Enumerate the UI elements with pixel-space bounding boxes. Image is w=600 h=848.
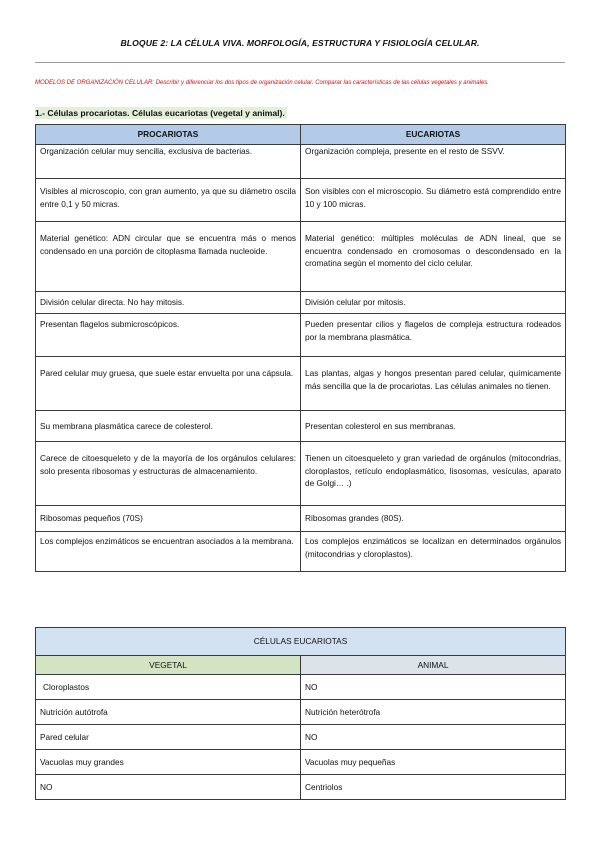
eukaryote-cell: Presentan colesterol en sus membranas. [301,411,566,442]
animal-cell: NO [301,675,566,700]
column-header-eukaryotes: EUCARIOTAS [301,125,566,145]
table-row [36,725,566,750]
prokaryote-cell: División celular directa. No hay mitosis. [36,292,301,314]
animal-cell: Centriolos [301,775,566,800]
table-header-row [36,656,566,675]
column-header-prokaryotes: PROCARIOTAS [36,125,301,145]
page-title: BLOQUE 2: LA CÉLULA VIVA. MORFOLOGÍA, ESTRUCTURA Y FISIOLOGÍA CELULAR. [120,38,480,48]
eukaryote-cell: Los complejos enzimáticos se localizan en determinados orgánulos (mitocondrias y cloroplastos). [301,532,566,572]
animal-cell: NO [301,725,566,750]
eukaryote-cell: Organización compleja, presente en el resto de SSVV. [301,145,566,179]
table-row [36,750,566,775]
plant-cell: Cloroplastos [36,675,301,700]
plant-cell: NO [36,775,301,800]
animal-cell: Nutrición heterótrofa [301,700,566,725]
eukaryote-cells-table [35,627,566,800]
column-header-animal: ANIMAL [301,656,566,675]
prokaryote-cell: Material genético: ADN circular que se encuentra más o menos condensado en una porción de citoplasma llamada nucleoide. [36,222,301,292]
eukaryote-cell: Tienen un citoesqueleto y gran variedad de orgánulos (mitocondrias, cloroplastos, retículo endoplasmático, lisosomas, vesículas, aparato de Golgi… .) [301,442,566,506]
eukaryote-cell: Ribosomas grandes (80S). [301,506,566,532]
table-header-row [36,125,566,145]
table-row [36,775,566,800]
table-title: CÉLULAS EUCARIOTAS [36,628,566,656]
table-row [36,145,566,179]
table-row [36,357,566,411]
table-row [36,700,566,725]
learning-objective: MODELOS DE ORGANIZACIÓN CELULAR: Describir y diferenciar los dos tipos de organización celular. Comparar las características de las células vegetales y animales. [35,80,489,86]
column-header-plant: VEGETAL [36,656,301,675]
prokaryote-eukaryote-table [35,124,566,572]
prokaryote-cell: Su membrana plasmática carece de colesterol. [36,411,301,442]
animal-cell: Vacuolas muy pequeñas [301,750,566,775]
table-row [36,675,566,700]
header-divider [35,62,565,63]
plant-cell: Pared celular [36,725,301,750]
prokaryote-cell: Ribosomas pequeños (70S) [36,506,301,532]
prokaryote-cell: Presentan flagelos submicroscópicos. [36,314,301,357]
prokaryote-cell: Pared celular muy gruesa, que suele estar envuelta por una cápsula. [36,357,301,411]
table-row [36,179,566,222]
table-row [36,532,566,572]
eukaryote-cell: Las plantas, algas y hongos presentan pared celular, químicamente más sencilla que la de procariotas. Las células animales no tienen. [301,357,566,411]
plant-cell: Vacuolas muy grandes [36,750,301,775]
plant-cell: Nutrición autótrofa [36,700,301,725]
prokaryote-cell: Organización celular muy sencilla, exclusiva de bacterias. [36,145,301,179]
table-row [36,314,566,357]
table-row [36,442,566,506]
eukaryote-cell: Pueden presentar cilios y flagelos de compleja estructura rodeados por la membrana plasmática. [301,314,566,357]
table-title-row [36,628,566,656]
prokaryote-cell: Carece de citoesqueleto y de la mayoría de los orgánulos celulares: solo presenta ribosomas y estructuras de almacenamiento. [36,442,301,506]
table-row [36,411,566,442]
eukaryote-cell: Material genético: múltiples moléculas de ADN lineal, que se encuentra condensado en cromosomas o descondensado en la cromatina según el momento del ciclo celular. [301,222,566,292]
eukaryote-cell: Son visibles con el microscopio. Su diámetro está comprendido entre 10 y 100 micras. [301,179,566,222]
eukaryote-cell: División celular por mitosis. [301,292,566,314]
table-row [36,506,566,532]
prokaryote-cell: Visibles al microscopio, con gran aumento, ya que su diámetro oscila entre 0,1 y 50 micras. [36,179,301,222]
prokaryote-cell: Los complejos enzimáticos se encuentran asociados a la membrana. [36,532,301,572]
table-row [36,292,566,314]
table-row [36,222,566,292]
section-heading: 1.- Células procariotas. Células eucariotas (vegetal y animal). [35,108,285,118]
